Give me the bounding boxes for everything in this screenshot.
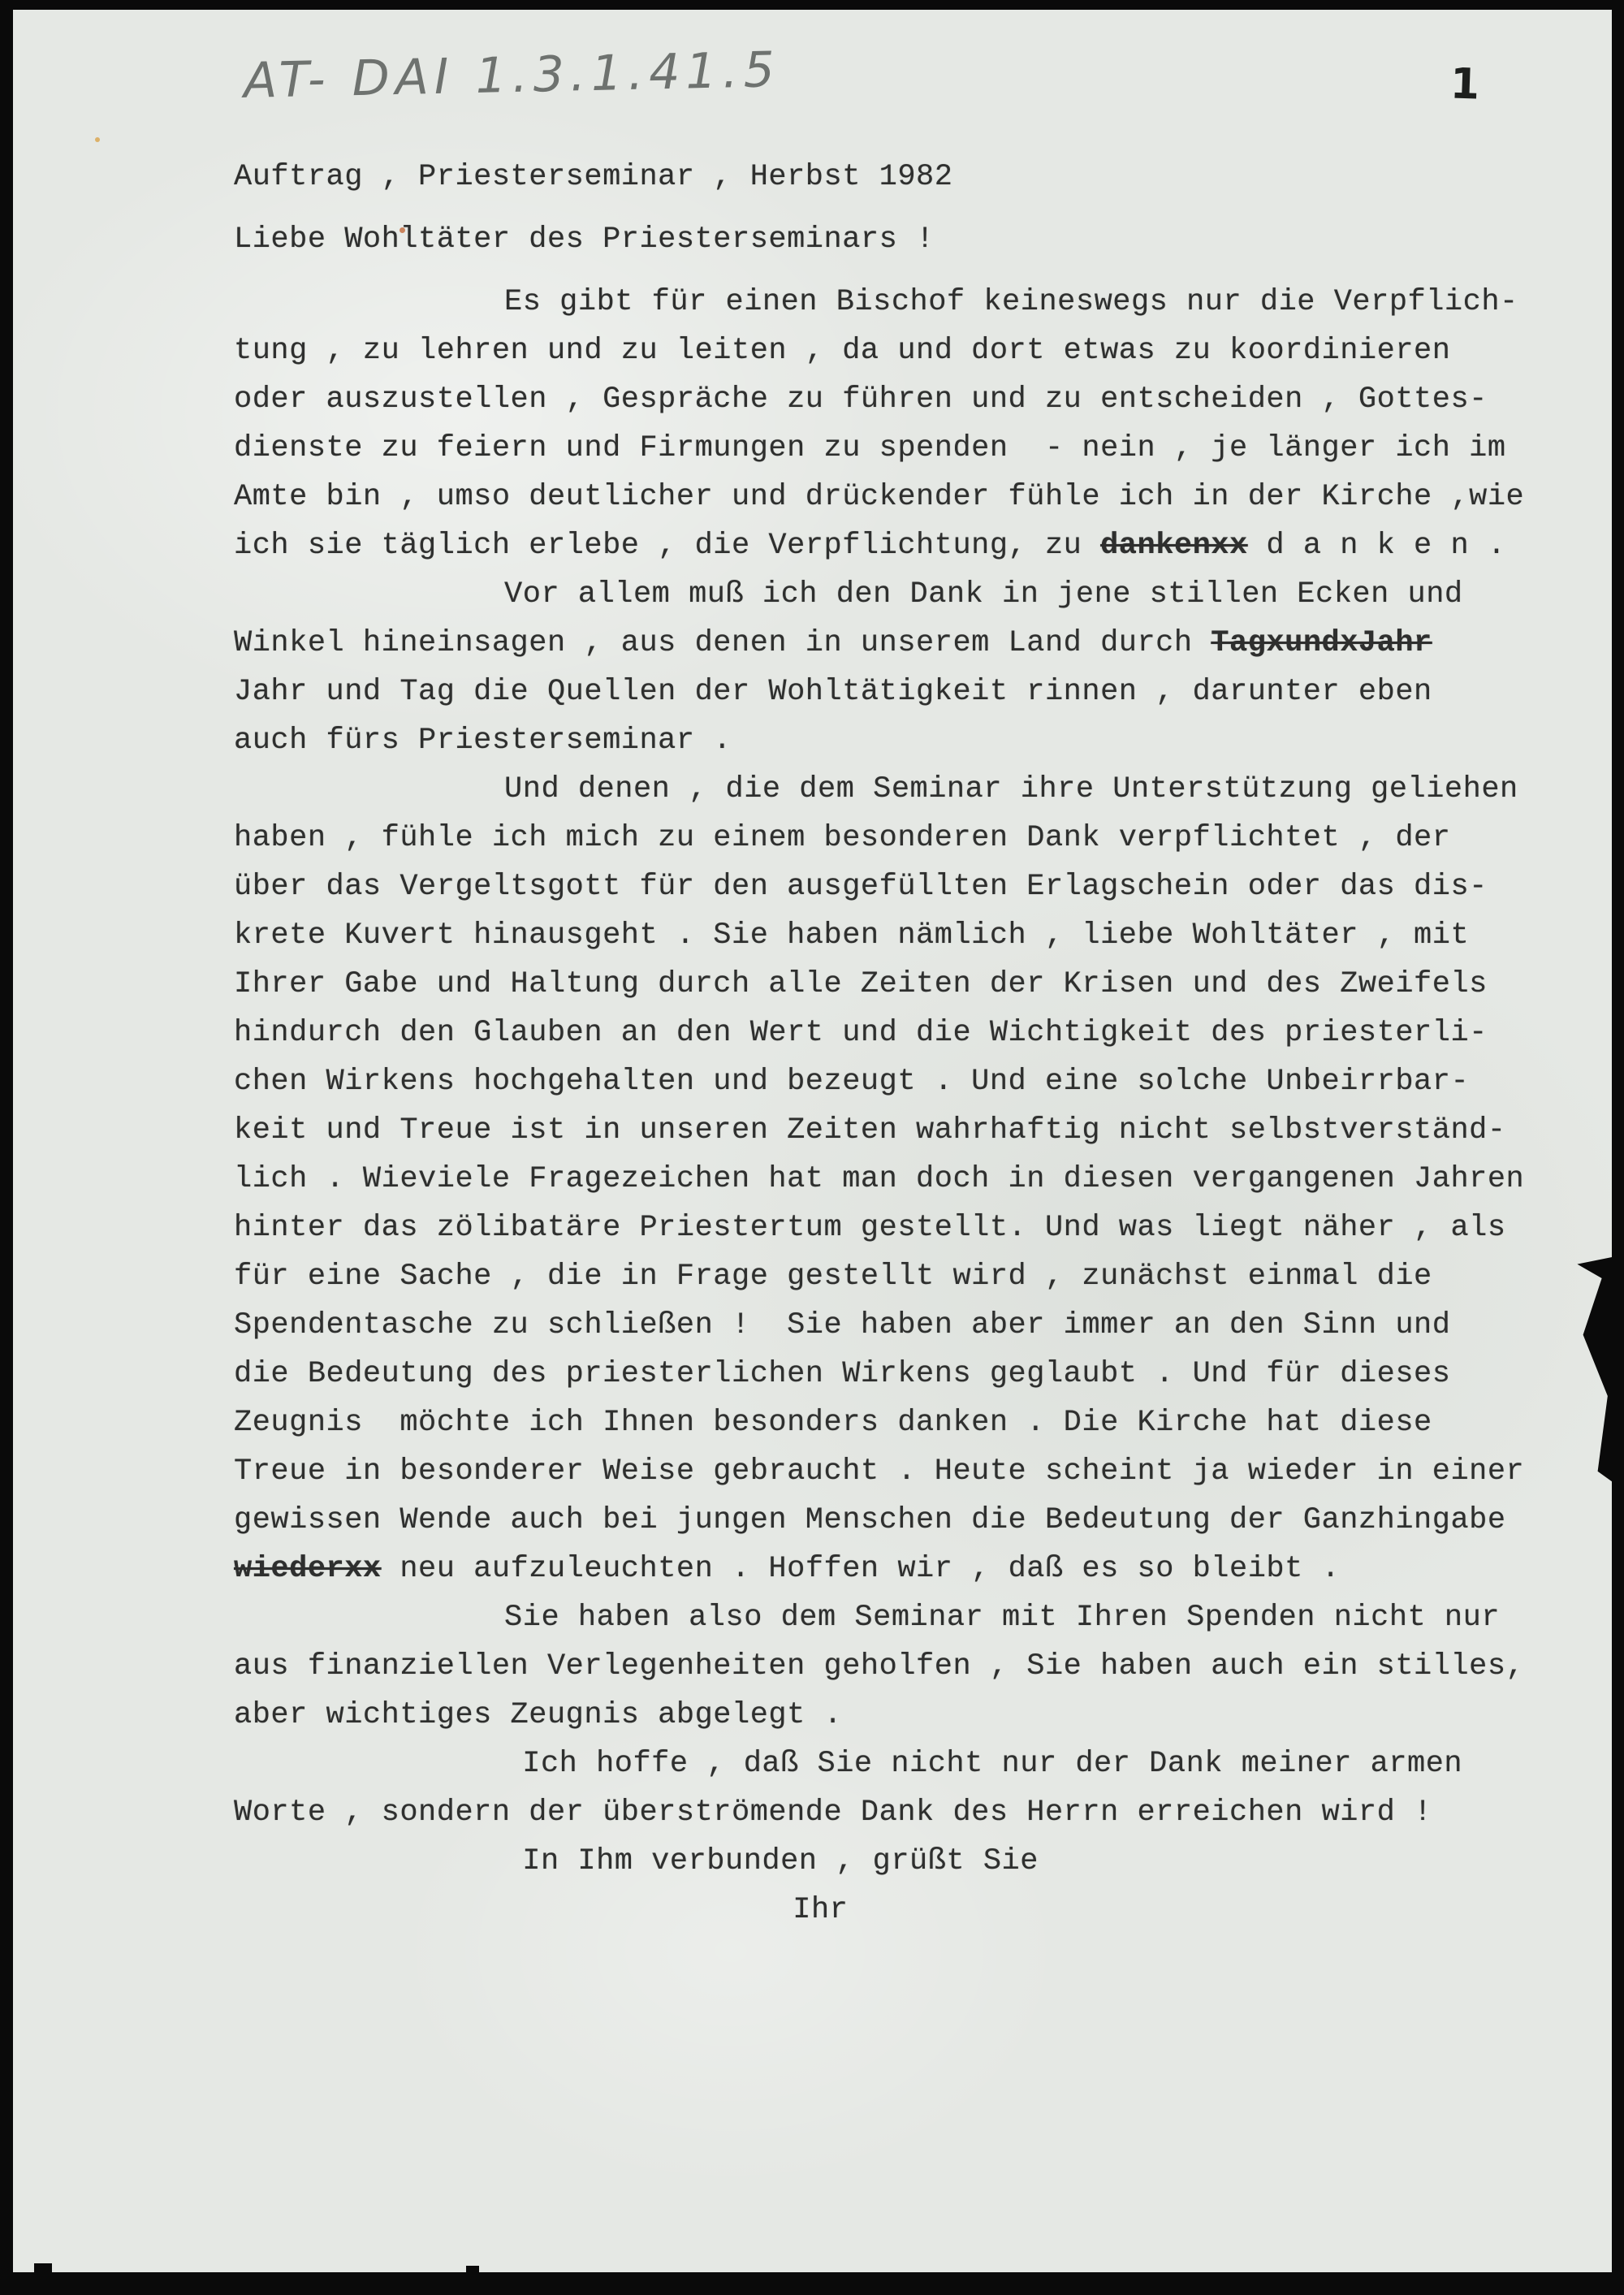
struck-text: wiederxx	[234, 1552, 382, 1586]
typed-line: Worte , sondern der überströmende Dank des Herrn erreichen wird !	[234, 1796, 1432, 1830]
paper-speck	[95, 137, 100, 142]
typed-line: Ihrer Gabe und Haltung durch alle Zeiten der Krisen und des Zweifels	[234, 967, 1488, 1001]
scan-edge-bottom	[0, 2272, 1624, 2295]
struck-text: dankenxx	[1100, 529, 1248, 563]
typed-line: Es gibt für einen Bischof keineswegs nur die Verpflich-	[504, 285, 1518, 319]
scan-edge-nub	[466, 2266, 479, 2275]
typed-text: Winkel hineinsagen , aus denen in unserem Land durch	[234, 626, 1212, 660]
typed-line: keit und Treue ist in unseren Zeiten wahrhaftig nicht selbstverständ-	[234, 1113, 1506, 1148]
typed-line: Und denen , die dem Seminar ihre Unterstützung geliehen	[504, 772, 1518, 806]
typed-line: gewissen Wende auch bei jungen Menschen die Bedeutung der Ganzhingabe	[234, 1503, 1506, 1537]
struck-text: TagxundxJahr	[1211, 626, 1432, 660]
typed-line: auch fürs Priesterseminar .	[234, 724, 732, 758]
scan-edge-top	[0, 0, 1624, 10]
typed-line: krete Kuvert hinausgeht . Sie haben nämlich , liebe Wohltäter , mit	[234, 918, 1470, 953]
typed-line: Sie haben also dem Seminar mit Ihren Spenden nicht nur	[504, 1601, 1501, 1635]
signature-line: Ihr	[793, 1893, 849, 1927]
typed-line-with-correction	[234, 1545, 1566, 1593]
typed-line: Ich hoffe , daß Sie nicht nur der Dank meiner armen	[522, 1747, 1463, 1781]
typed-line-with-correction	[234, 619, 1566, 668]
scan-edge-nub	[34, 2263, 52, 2275]
typed-line: aus finanziellen Verlegenheiten geholfen , Sie haben auch ein stilles,	[234, 1649, 1525, 1683]
typed-letter	[234, 153, 1566, 1934]
typed-line: haben , fühle ich mich zu einem besonderen Dank verpflichtet , der	[234, 821, 1451, 855]
typed-line: Zeugnis möchte ich Ihnen besonders danken . Die Kirche hat diese	[234, 1406, 1432, 1440]
scan-edge-left	[0, 0, 13, 2295]
typed-line: dienste zu feiern und Firmungen zu spenden - nein , je länger ich im	[234, 431, 1506, 465]
typed-text: neu aufzuleuchten . Hoffen wir , daß es so bleibt .	[381, 1552, 1341, 1586]
typed-line: Treue in besonderer Weise gebraucht . Heute scheint ja wieder in einer	[234, 1454, 1525, 1489]
typed-line: die Bedeutung des priesterlichen Wirkens geglaubt . Und für dieses	[234, 1357, 1451, 1391]
typed-line: aber wichtiges Zeugnis abgelegt .	[234, 1698, 843, 1732]
handwritten-archive-reference: AT- DAI 1.3.1.41.5	[243, 41, 781, 110]
typed-line: hinter das zölibatäre Priestertum gestellt. Und was liegt näher , als	[234, 1211, 1506, 1245]
letter-salutation: Liebe Wohltäter des Priesterseminars !	[234, 223, 935, 257]
typed-line: tung , zu lehren und zu leiten , da und dort etwas zu koordinieren	[234, 334, 1451, 368]
typed-line: für eine Sache , die in Frage gestellt wird , zunächst einmal die	[234, 1260, 1432, 1294]
typed-line: oder auszustellen , Gespräche zu führen und zu entscheiden , Gottes-	[234, 382, 1488, 417]
typed-line: über das Vergeltsgott für den ausgefüllten Erlagschein oder das dis-	[234, 870, 1488, 904]
letter-heading: Auftrag , Priesterseminar , Herbst 1982	[234, 160, 953, 194]
typed-line: Spendentasche zu schließen ! Sie haben aber immer an den Sinn und	[234, 1308, 1451, 1342]
typed-line: Amte bin , umso deutlicher und drückender fühle ich in der Kirche ,wie	[234, 480, 1525, 514]
typed-text: ich sie täglich erlebe , die Verpflichtung, zu	[234, 529, 1101, 563]
typed-text: d a n k e n .	[1247, 529, 1506, 563]
typed-line: Jahr und Tag die Quellen der Wohltätigkeit rinnen , darunter eben	[234, 675, 1432, 709]
typed-line-with-correction	[234, 521, 1566, 570]
closing-line: In Ihm verbunden , grüßt Sie	[522, 1844, 1039, 1878]
page-number: 1	[1449, 59, 1481, 110]
typed-line: Vor allem muß ich den Dank in jene stillen Ecken und	[504, 577, 1463, 612]
typed-line: lich . Wieviele Fragezeichen hat man doch in diesen vergangenen Jahren	[234, 1162, 1525, 1196]
typed-line: hindurch den Glauben an den Wert und die Wichtigkeit des priesterli-	[234, 1016, 1488, 1050]
typed-line: chen Wirkens hochgehalten und bezeugt . Und eine solche Unbeirrbar-	[234, 1065, 1470, 1099]
scan-edge-right	[1612, 0, 1624, 2295]
